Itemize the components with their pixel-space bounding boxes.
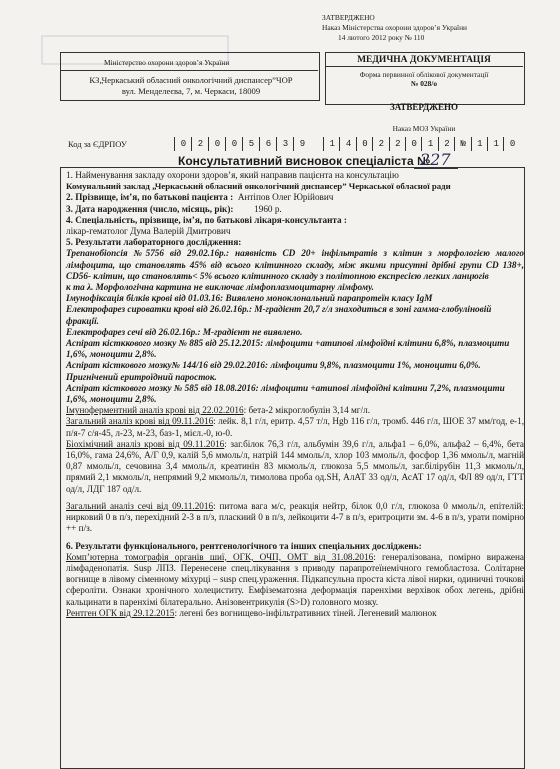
form-line1: Форма первинної облікової документації [359, 70, 489, 79]
document-title: Консультативний висновок спеціаліста № [178, 154, 431, 168]
biochem-value: : заг.білок 76,3 г/л, альбумін 39,6 г/л, альфа1 – 6,0%, альфа2 – 6,4%, бета 16,0%, гама 24,6%, А/Г 0,9, калій 5,6 ммоль/л, натрій 144 ммоль/л, хлор 103 ммоль/л, фосфор 1,36 ммоль/л, магній 0,87 ммоль/л, сечовина 3,4 ммоль/л, креатинін 83 мкмоль/л, глюкоза 5,5 ммоль/л, заг.білірубін 11,3 мкмоль/л, прямий 2,1 мкмоль/л, непрямий 9,2 мкмоль/л, тимолова проба од.SH, АлАТ 33 од/л, АсАТ 17 од/л, ФЛ 89 од/л, ГТТ од/л, ЛДГ 187 од/л. [66, 438, 524, 494]
bone-marrow-3: Аспірат кісткового мозку № 585 від 18.08.2016: лімфоцити +атипові лімфоїдні клітини 7,2%, плазмоцити 1,6%, моноцити 2,8%. [66, 382, 505, 405]
immuno-value: : бета-2 мікроглобулін 3,14 мг/л. [243, 405, 370, 416]
cbc-value: : лейк. 8,1 г/л, еритр. 4,57 т/л, Hgb 116 г/л, тромб. 446 г/л, ШОЕ 37 мм/год, е-1, п/я-7 с/я-45, л-23, м-23, баз-1, мієл.-0, ю-0. [66, 416, 524, 438]
report-body [66, 170, 524, 619]
trephine-result-cont: к та λ. Морфологічна картина не виключає лімфоплазмоцитарну лімфому. [66, 282, 374, 293]
document-number: 227 [420, 150, 451, 169]
order-digit: 1 [487, 137, 504, 151]
ct-label: Комп’ютерна томографія органів шиї, ОГК, ОЧП, ОМТ від 31.08.2016 [66, 551, 374, 562]
serum-electrophoresis: Електрофарез сироватки крові від 26.02.16р.: М-градієнт 20,7 г/л знаходиться в зоні гамма-глобуліновій фракції. [66, 304, 492, 326]
edrpou-digit: 3 [276, 137, 294, 151]
edrpou-digit: 2 [191, 137, 209, 151]
consultant: лікар-гематолог Дума Валерій Дмитрович [66, 226, 231, 237]
immuno-label: Імуноферментний аналіз крові від 22.02.2016 [66, 405, 244, 416]
edrpou-digit: 0 [225, 137, 243, 151]
bone-marrow-2: Аспірат кісткового мозку№ 144/16 від 29.02.2016: лімфоцити 9,8%, плазмоцити 1%, моноцити 6,0%. Пригнічений еритроїдний паросток. [66, 360, 481, 382]
order-digit: 2 [372, 137, 389, 151]
edrpou-digit: 9 [293, 137, 311, 151]
edrpou-digit: 0 [208, 137, 226, 151]
section-3-label: 3. Дата народження (число, місяць, рік): [66, 203, 234, 214]
order-digit: 0 [356, 137, 373, 151]
med-doc-title: МЕДИЧНА ДОКУМЕНТАЦІЯ [357, 55, 491, 65]
xray-label: Рентген ОГК від 29.12.2015 [66, 607, 175, 618]
section-1-value: Комунальний заклад „Черкаський обласний онкологічний диспансер” Черкаської обласної ради [66, 181, 451, 192]
urine-electrophoresis: Електрофарез сечі від 26.02.16р.: М-градієнт не виявлено. [66, 326, 303, 337]
edrpou-digit: 5 [242, 137, 260, 151]
approval-word: ЗАТВЕРДЖЕНО [322, 13, 375, 22]
urine-value: : питома вага м/с, реакція нейтр, білок 0,0 г/л, глюкоза 0 ммоль/л, епітелій: нирковий 0 в п/з, перехідний 2-3 в п/з, пласкиий 0 в п/з, лейкоцити 4-7 в п/з, еритроцити зм. 4-6 в п/з, урати помірно ++ п/з. [66, 500, 524, 534]
ministry-name: Міністерство охорони здоров’я України [104, 58, 230, 67]
birth-date: 1960 р. [254, 203, 282, 214]
order-digit: 0 [405, 137, 422, 151]
bone-marrow-1: Аспірат кістккового мозку № 885 від 25.12.2015: лімфоцити +атипові лімфоїдні клітини 6,8%, плазмоцити 1,6%, моноцити 2,8%. [66, 338, 510, 360]
order-digit: 1 [421, 137, 438, 151]
ct-value: : генералізована, помірно виражена лімфаденопатія. Susp ЛПЗ. Перенесене спец.лікування з приводу парапротеїнемічного гемобластоза. Солітарне вогнище в лівому сімeнному міхурці – susp спец.ураження. Підкапсульна проста кіста лівої нирки, одиничні точкові сфероліти. Ознаки хронічного холециститу. Емфізематозна деформація паренхіми верхівок обох легень, дрібні кальцинати в паренхімі білатерально. Анізовентрикулія (S>D) головного мозку. [66, 551, 524, 607]
form-line2: № 028/о [410, 79, 438, 88]
section-1-label: 1. Найменування закладу охорони здоров’я, який направив пацієнта на консультацію [66, 170, 399, 180]
xray-value: : легені без вогнищево-інфільтративних тіней. Легеневий малюнок [174, 607, 437, 618]
section-6-label: 6. Результати функціонального, рентгенологічного та інших спеціальних досліджень: [66, 540, 422, 551]
approval-line1: Наказ Міністерства охорони здоров’я України [322, 23, 468, 32]
edrpou-digit: 0 [174, 137, 192, 151]
edrpou-digit: 6 [259, 137, 277, 151]
urine-label: Загальний аналіз сечі від 09.11.2016 [66, 500, 214, 511]
order-digit: 1 [323, 137, 340, 151]
institution-line2: вул. Менделеєва, 7, м. Черкаси, 18009 [121, 86, 261, 96]
order-label: Наказ МОЗ України [392, 124, 456, 133]
order-digit: 4 [339, 137, 356, 151]
trephine-result: Трепанобіопсія №5756 від 29.02.16р.: наявність CD 20+ інфільтратів з клітин з морфологією малого лімфоцита, що становлять 45% від всього клітинного складу, між якими присутні дрібні групи CD 138+, CD56- клітин, що становлять< 5% всього клітинного складу з політопною експресією легких ланцюгів [66, 248, 524, 281]
section-2-label: 2. Прізвище, ім’я, по батькові пацієнта : [66, 192, 234, 203]
institution-line1: КЗ„Черкаський обласний онкологічний диспансер”ЧОР [89, 75, 293, 85]
order-digit: 2 [389, 137, 406, 151]
biochem-label: Біохімічний аналіз крові від 09.11.2016 [66, 438, 225, 449]
order-digit: 2 [438, 137, 455, 151]
order-digit: 1 [471, 137, 488, 151]
cbc-label: Загальний аналіз крові від 09.11.2016 [66, 416, 214, 427]
order-code [323, 137, 520, 151]
immunofixation: Імунофіксація білків крові від 01.03.16: Виявлено моноклональний парапротеїн класу IgM [66, 293, 433, 304]
order-digit: № [454, 137, 471, 151]
approval-line2: 14 лютого 2012 року № 110 [338, 33, 425, 42]
section-4-label: 4. Спеціальність, прізвище, ім’я, по батькові лікаря-консультанта : [66, 214, 347, 225]
order-digit: 0 [503, 137, 520, 151]
approved-label: ЗАТВЕРДЖЕНО [389, 102, 459, 112]
patient-name: Антіпов Олег Юрійович [237, 192, 334, 203]
edrpou-code [174, 137, 310, 151]
edrpou-label: Код за ЄДРПОУ [68, 139, 127, 149]
section-5-label: 5. Результати лабораторного дослідження: [66, 237, 242, 248]
